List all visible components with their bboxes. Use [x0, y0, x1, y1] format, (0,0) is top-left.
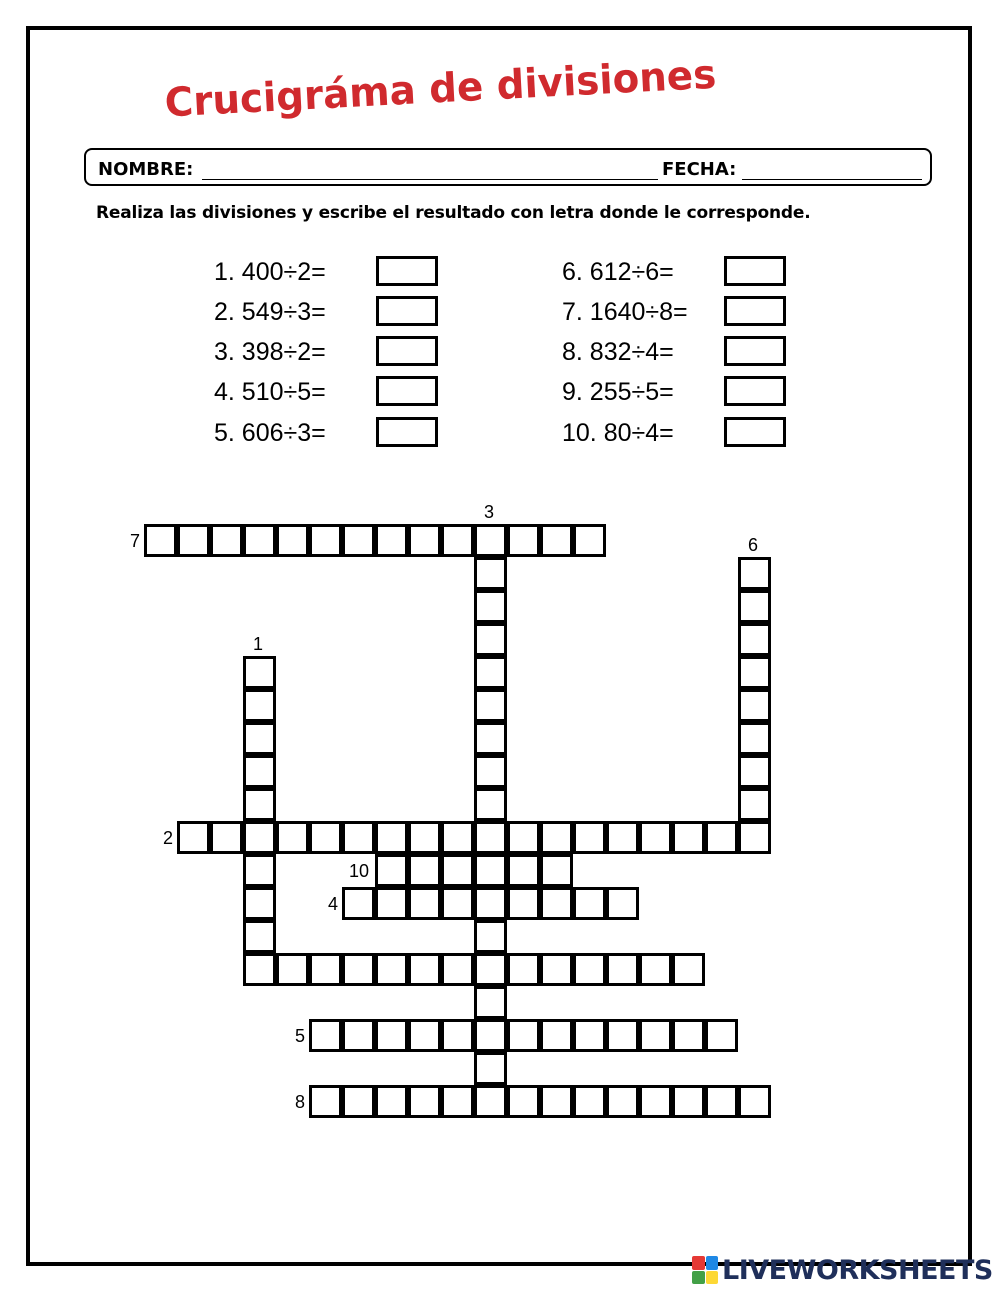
crossword-cell[interactable]: [507, 887, 540, 920]
division-problem: 10. 80÷4=: [562, 419, 674, 447]
crossword-cell[interactable]: [474, 854, 507, 887]
clue-number: 2: [163, 828, 174, 848]
crossword-cell[interactable]: [474, 1085, 507, 1118]
crossword-cell[interactable]: [573, 953, 606, 986]
crossword-cell[interactable]: [309, 524, 342, 557]
crossword-cell[interactable]: [474, 920, 507, 953]
division-problem: 9. 255÷5=: [562, 378, 674, 406]
crossword-cell[interactable]: [705, 821, 738, 854]
logo-text: LIVEWORKSHEETS: [722, 1254, 993, 1286]
crossword-cell[interactable]: [375, 821, 408, 854]
crossword-cell[interactable]: [309, 1085, 342, 1118]
crossword-cell[interactable]: [738, 1085, 771, 1118]
crossword-cell[interactable]: [474, 722, 507, 755]
crossword-cell[interactable]: [441, 1085, 474, 1118]
crossword-cell[interactable]: [573, 524, 606, 557]
crossword-cell[interactable]: [672, 953, 705, 986]
crossword-cell[interactable]: [540, 1085, 573, 1118]
clue-number: 5: [295, 1026, 306, 1046]
crossword-cell[interactable]: [738, 689, 771, 722]
crossword-cell[interactable]: [276, 524, 309, 557]
worksheet-title: [162, 40, 722, 120]
crossword-cell[interactable]: [342, 1019, 375, 1052]
crossword-cell[interactable]: [639, 953, 672, 986]
crossword-cell[interactable]: [606, 953, 639, 986]
crossword-cell[interactable]: [474, 887, 507, 920]
crossword-cell[interactable]: [177, 524, 210, 557]
crossword-cell[interactable]: [738, 755, 771, 788]
crossword-cell[interactable]: [474, 755, 507, 788]
crossword-cell[interactable]: [639, 821, 672, 854]
division-problem: 6. 612÷6=: [562, 258, 674, 286]
division-problem: 7. 1640÷8=: [562, 298, 688, 326]
answer-box[interactable]: [724, 376, 786, 406]
division-problem: 2. 549÷3=: [214, 298, 326, 326]
crossword-cell[interactable]: [408, 524, 441, 557]
crossword-cell[interactable]: [672, 1019, 705, 1052]
crossword-cell[interactable]: [474, 557, 507, 590]
crossword-cell[interactable]: [243, 854, 276, 887]
clue-number: 3: [484, 502, 495, 522]
crossword-cell[interactable]: [738, 656, 771, 689]
crossword-cell[interactable]: [639, 1085, 672, 1118]
crossword-cell[interactable]: [441, 1019, 474, 1052]
crossword-cell[interactable]: [375, 887, 408, 920]
crossword-cell[interactable]: [243, 656, 276, 689]
crossword-cell[interactable]: [144, 524, 177, 557]
crossword-cell[interactable]: [738, 788, 771, 821]
crossword-cell[interactable]: [606, 887, 639, 920]
crossword-cell[interactable]: [705, 1019, 738, 1052]
division-problem: 3. 398÷2=: [214, 338, 326, 366]
crossword-cell[interactable]: [342, 821, 375, 854]
answer-box[interactable]: [376, 296, 438, 326]
crossword-cell[interactable]: [408, 953, 441, 986]
crossword-cell[interactable]: [606, 1019, 639, 1052]
answer-box[interactable]: [376, 376, 438, 406]
crossword-cell[interactable]: [375, 1085, 408, 1118]
answer-box[interactable]: [724, 417, 786, 447]
crossword-cell[interactable]: [243, 920, 276, 953]
name-date-bar: [84, 148, 932, 186]
crossword-cell[interactable]: [507, 1085, 540, 1118]
crossword-cell[interactable]: [573, 1085, 606, 1118]
title-text: Crucigráma de divisiones: [163, 50, 722, 120]
instructions-text: Realiza las divisiones y escribe el resultado con letra donde le corresponde.: [96, 203, 811, 223]
answer-box[interactable]: [724, 336, 786, 366]
crossword-cell[interactable]: [573, 821, 606, 854]
crossword-cell[interactable]: [441, 524, 474, 557]
crossword-cell[interactable]: [309, 821, 342, 854]
division-problem: 8. 832÷4=: [562, 338, 674, 366]
name-input-line[interactable]: [202, 179, 658, 180]
crossword-cell[interactable]: [738, 623, 771, 656]
logo-mark-icon: [692, 1256, 718, 1284]
crossword-cell[interactable]: [210, 821, 243, 854]
answer-box[interactable]: [376, 336, 438, 366]
name-label: NOMBRE:: [98, 159, 194, 180]
crossword-cell[interactable]: [408, 1019, 441, 1052]
crossword-cell[interactable]: [639, 1019, 672, 1052]
clue-number: 10: [349, 861, 370, 881]
crossword-cell[interactable]: [243, 722, 276, 755]
crossword-cell[interactable]: [243, 953, 276, 986]
crossword-cell[interactable]: [408, 1085, 441, 1118]
crossword-cell[interactable]: [573, 1019, 606, 1052]
crossword-cell[interactable]: [540, 953, 573, 986]
crossword-cell[interactable]: [276, 821, 309, 854]
clue-number: 4: [328, 894, 339, 914]
clue-number: 7: [130, 531, 141, 551]
crossword-cell[interactable]: [342, 1085, 375, 1118]
crossword-cell[interactable]: [441, 887, 474, 920]
crossword-cell[interactable]: [540, 821, 573, 854]
crossword-cell[interactable]: [375, 953, 408, 986]
crossword-cell[interactable]: [474, 953, 507, 986]
crossword-cell[interactable]: [540, 524, 573, 557]
answer-box[interactable]: [724, 256, 786, 286]
crossword-cell[interactable]: [507, 953, 540, 986]
crossword-cell[interactable]: [474, 689, 507, 722]
crossword-cell[interactable]: [342, 953, 375, 986]
crossword-cell[interactable]: [507, 821, 540, 854]
clue-number: 8: [295, 1092, 306, 1112]
crossword-cell[interactable]: [507, 524, 540, 557]
crossword-cell[interactable]: [210, 524, 243, 557]
crossword-cell[interactable]: [474, 656, 507, 689]
crossword-cell[interactable]: [738, 557, 771, 590]
crossword-cell[interactable]: [276, 953, 309, 986]
crossword-cell[interactable]: [243, 788, 276, 821]
crossword-cell[interactable]: [441, 953, 474, 986]
clue-number: 1: [253, 634, 264, 654]
crossword-cell[interactable]: [507, 1019, 540, 1052]
division-problem: 4. 510÷5=: [214, 378, 326, 406]
clue-number: 6: [748, 535, 759, 555]
crossword-cell[interactable]: [738, 590, 771, 623]
crossword-cell[interactable]: [408, 887, 441, 920]
crossword-cell[interactable]: [474, 1052, 507, 1085]
crossword-cell[interactable]: [540, 854, 573, 887]
crossword-cell[interactable]: [540, 887, 573, 920]
crossword-cell[interactable]: [738, 821, 771, 854]
answer-box[interactable]: [376, 417, 438, 447]
crossword-cell[interactable]: [474, 821, 507, 854]
crossword-cell[interactable]: [705, 1085, 738, 1118]
crossword-cell[interactable]: [672, 821, 705, 854]
crossword-cell[interactable]: [309, 1019, 342, 1052]
crossword-cell[interactable]: [375, 854, 408, 887]
crossword-cell[interactable]: [474, 590, 507, 623]
date-label: FECHA:: [662, 159, 737, 180]
crossword-cell[interactable]: [540, 1019, 573, 1052]
crossword-cell[interactable]: [243, 755, 276, 788]
crossword-cell[interactable]: [243, 821, 276, 854]
crossword-cell[interactable]: [441, 821, 474, 854]
crossword-cell[interactable]: [375, 524, 408, 557]
division-problem: 1. 400÷2=: [214, 258, 326, 286]
title-svg: [162, 40, 722, 120]
crossword-cell[interactable]: [342, 524, 375, 557]
crossword-cell[interactable]: [243, 689, 276, 722]
answer-box[interactable]: [724, 296, 786, 326]
crossword-cell[interactable]: [474, 1019, 507, 1052]
crossword-cell[interactable]: [672, 1085, 705, 1118]
crossword-cell[interactable]: [507, 854, 540, 887]
crossword-cell[interactable]: [243, 887, 276, 920]
crossword-cell[interactable]: [408, 854, 441, 887]
crossword-cell[interactable]: [474, 623, 507, 656]
crossword-cell[interactable]: [309, 953, 342, 986]
crossword-cell[interactable]: [441, 854, 474, 887]
crossword-cell[interactable]: [474, 524, 507, 557]
liveworksheets-logo: [692, 1255, 993, 1285]
crossword-cell[interactable]: [606, 821, 639, 854]
division-problem: 5. 606÷3=: [214, 419, 326, 447]
answer-box[interactable]: [376, 256, 438, 286]
crossword-cell[interactable]: [474, 788, 507, 821]
crossword-cell[interactable]: [474, 986, 507, 1019]
crossword-cell[interactable]: [243, 524, 276, 557]
crossword-cell[interactable]: [342, 887, 375, 920]
crossword-cell[interactable]: [177, 821, 210, 854]
crossword-cell[interactable]: [573, 887, 606, 920]
crossword-cell[interactable]: [408, 821, 441, 854]
crossword-cell[interactable]: [375, 1019, 408, 1052]
crossword-cell[interactable]: [738, 722, 771, 755]
crossword-cell[interactable]: [606, 1085, 639, 1118]
date-input-line[interactable]: [742, 179, 922, 180]
